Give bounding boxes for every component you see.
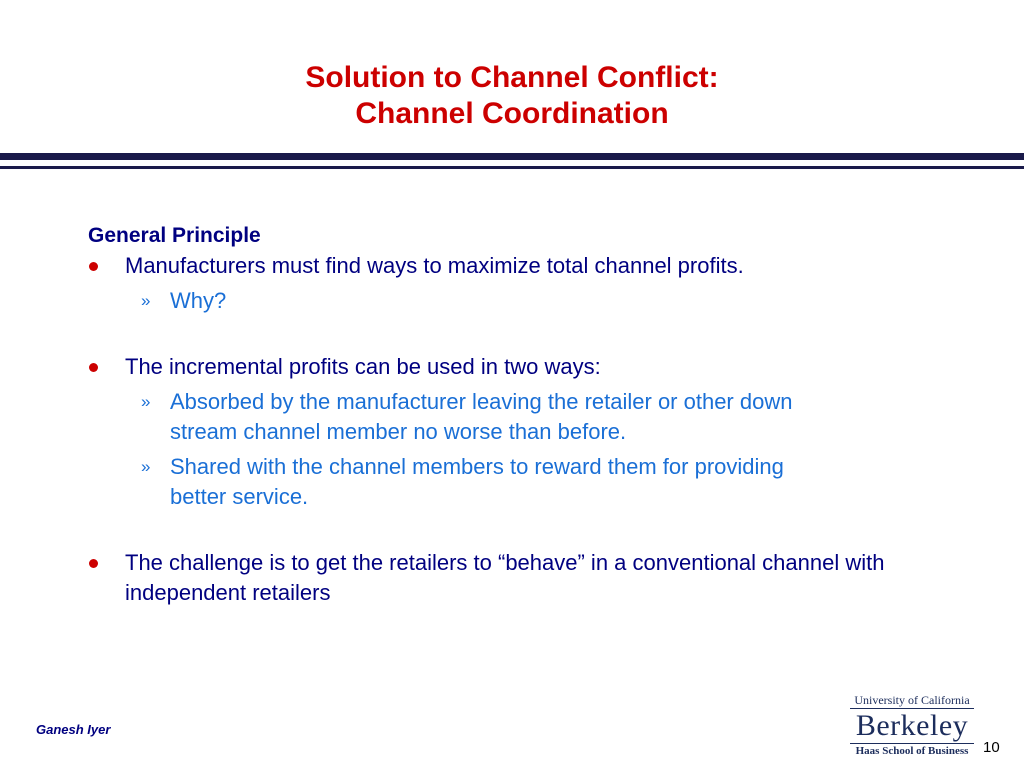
sub-bullet-item (88, 387, 830, 447)
sub-bullet-marker-icon: » (141, 392, 151, 411)
logo-haas-line: Haas School of Business (850, 743, 974, 758)
sub-bullet-marker-icon: » (141, 291, 151, 310)
sub-bullet-text: Why? (170, 288, 227, 313)
slide-body (88, 221, 948, 608)
bullet-dot-icon (89, 559, 98, 568)
sub-bullet-marker-icon: » (141, 457, 151, 476)
bullet-item (88, 251, 948, 281)
sub-bullet-text: Shared with the channel members to reward them for providing better service. (170, 454, 784, 509)
bullet-text: The incremental profits can be used in two ways: (125, 354, 601, 379)
section-heading: General Principle (88, 224, 261, 247)
bullet-text: Manufacturers must find ways to maximize total channel profits. (125, 253, 744, 278)
bullet-item (88, 548, 948, 608)
logo-university-line: University of California (850, 693, 974, 709)
bullet-dot-icon (89, 262, 98, 271)
title-line-1: Solution to Channel Conflict: (305, 61, 719, 94)
bullet-item (88, 352, 948, 382)
header-rule-thick (0, 153, 1024, 160)
page-number: 10 (983, 739, 1000, 756)
header-rule-thin (0, 166, 1024, 169)
sub-bullet-text: Absorbed by the manufacturer leaving the retailer or other down stream channel member no worse than before. (170, 389, 793, 444)
bullet-text: The challenge is to get the retailers to “behave” in a conventional channel with independent retailers (125, 550, 885, 605)
sub-bullet-item (88, 286, 830, 316)
sub-bullet-item (88, 452, 830, 512)
title-line-2: Channel Coordination (355, 97, 669, 130)
footer-author: Ganesh Iyer (36, 722, 111, 737)
slide-title (0, 60, 1024, 132)
bullet-dot-icon (89, 363, 98, 372)
berkeley-haas-logo (850, 693, 974, 763)
logo-berkeley-wordmark: Berkeley (855, 709, 969, 742)
